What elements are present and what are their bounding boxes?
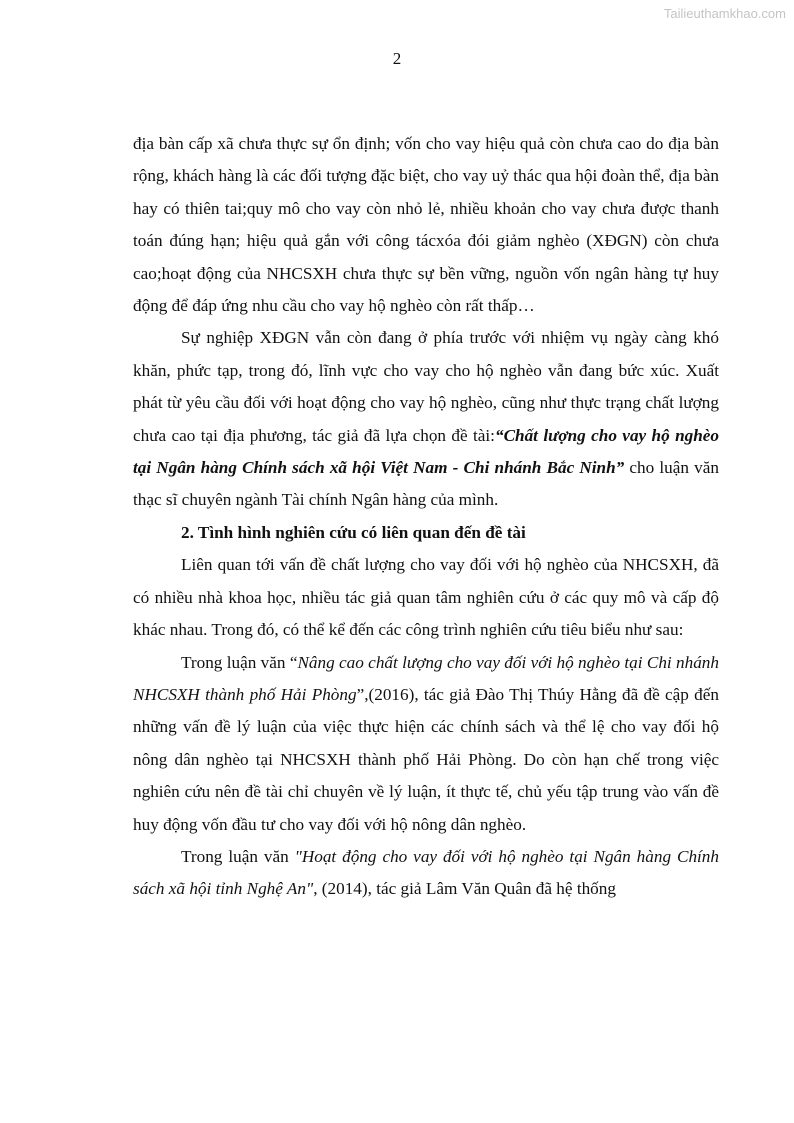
paragraph-research-overview: Liên quan tới vấn đề chất lượng cho vay đối với hộ nghèo của NHCSXH, đã có nhiều nhà khoa học, nhiều tác giả quan tâm nghiên cứu ở các quy mô và cấp độ khác nhau. Trong đó, có thể kể đến các công trình nghiên cứu tiêu biểu như sau:: [133, 555, 719, 640]
body-text: [133, 128, 719, 906]
paragraph-text: Trong luận văn “: [181, 652, 298, 672]
paragraph-topic-selection: [133, 322, 719, 516]
page-number: 2: [392, 49, 402, 68]
paragraph-continued: địa bàn cấp xã chưa thực sự ổn định; vốn cho vay hiệu quả còn chưa cao do địa bàn rộng, khách hàng là các đối tượng đặc biệt, cho vay uỷ thác qua hội đoàn thể, địa bàn hay có thiên tai;quy mô cho vay còn nhỏ lẻ, nhiều khoản cho vay chưa được thanh toán đúng hạn; hiệu quả gắn với công tácxóa đói giảm nghèo (XĐGN) còn chưa cao;hoạt động của NHCSXH chưa thực sự bền vững, nguồn vốn ngân hàng tự huy động để đáp ứng nhu cầu cho vay hộ nghèo còn rất thấp…: [133, 134, 719, 316]
cited-thesis-title: Nâng cao chất lượng cho vay đối với hộ nghèo tại Chi nhánh NHCSXH thành phố Hải Phòng: [133, 652, 719, 704]
paragraph-study-hai-phong: [133, 647, 719, 841]
paragraph-text: Sự nghiệp XĐGN vẫn còn đang ở phía trước với nhiệm vụ ngày càng khó khăn, phức tạp, trong đó, lĩnh vực cho vay cho hộ nghèo vẫn đang bức xúc. Xuất phát từ yêu cầu đối với hoạt động cho vay hộ nghèo, cũng như thực trạng chất lượng chưa cao tại địa phương, tác giả đã lựa chọn đề tài:: [133, 328, 719, 445]
paragraph-text: ”,(2016), tác giả Đào Thị Thúy Hằng đã đề cập đến những vấn đề lý luận của việc thực hiện các chính sách và thể lệ cho vay đối hộ nông dân nghèo tại NHCSXH thành phố Hải Phòng. Do còn hạn chế trong việc nghiên cứu nên đề tài chỉ chuyên về lý luận, ít thực tế, chủ yếu tập trung vào vấn đề huy động vốn đầu tư cho vay đối với hộ nông dân nghèo.: [133, 684, 720, 834]
paragraph-text: cho luận văn thạc sĩ chuyên ngành Tài chính Ngân hàng của mình.: [133, 458, 719, 510]
cited-thesis-title: "Hoạt động cho vay đối với hộ nghèo tại Ngân hàng Chính sách xã hội tỉnh Nghệ An": [133, 846, 719, 899]
paragraph-study-nghe-an: [133, 841, 719, 906]
paragraph-text: , (2014), tác giả Lâm Văn Quân đã hệ thống: [313, 879, 616, 899]
section-heading: 2. Tình hình nghiên cứu có liên quan đến đề tài: [181, 522, 526, 542]
paragraph-text: Trong luận văn: [181, 846, 295, 866]
thesis-title: “Chất lượng cho vay hộ nghèo tại Ngân hàng Chính sách xã hội Việt Nam - Chi nhánh Bắc Ninh”: [133, 425, 719, 478]
watermark: Tailieuthamkhao.com: [663, 6, 786, 21]
